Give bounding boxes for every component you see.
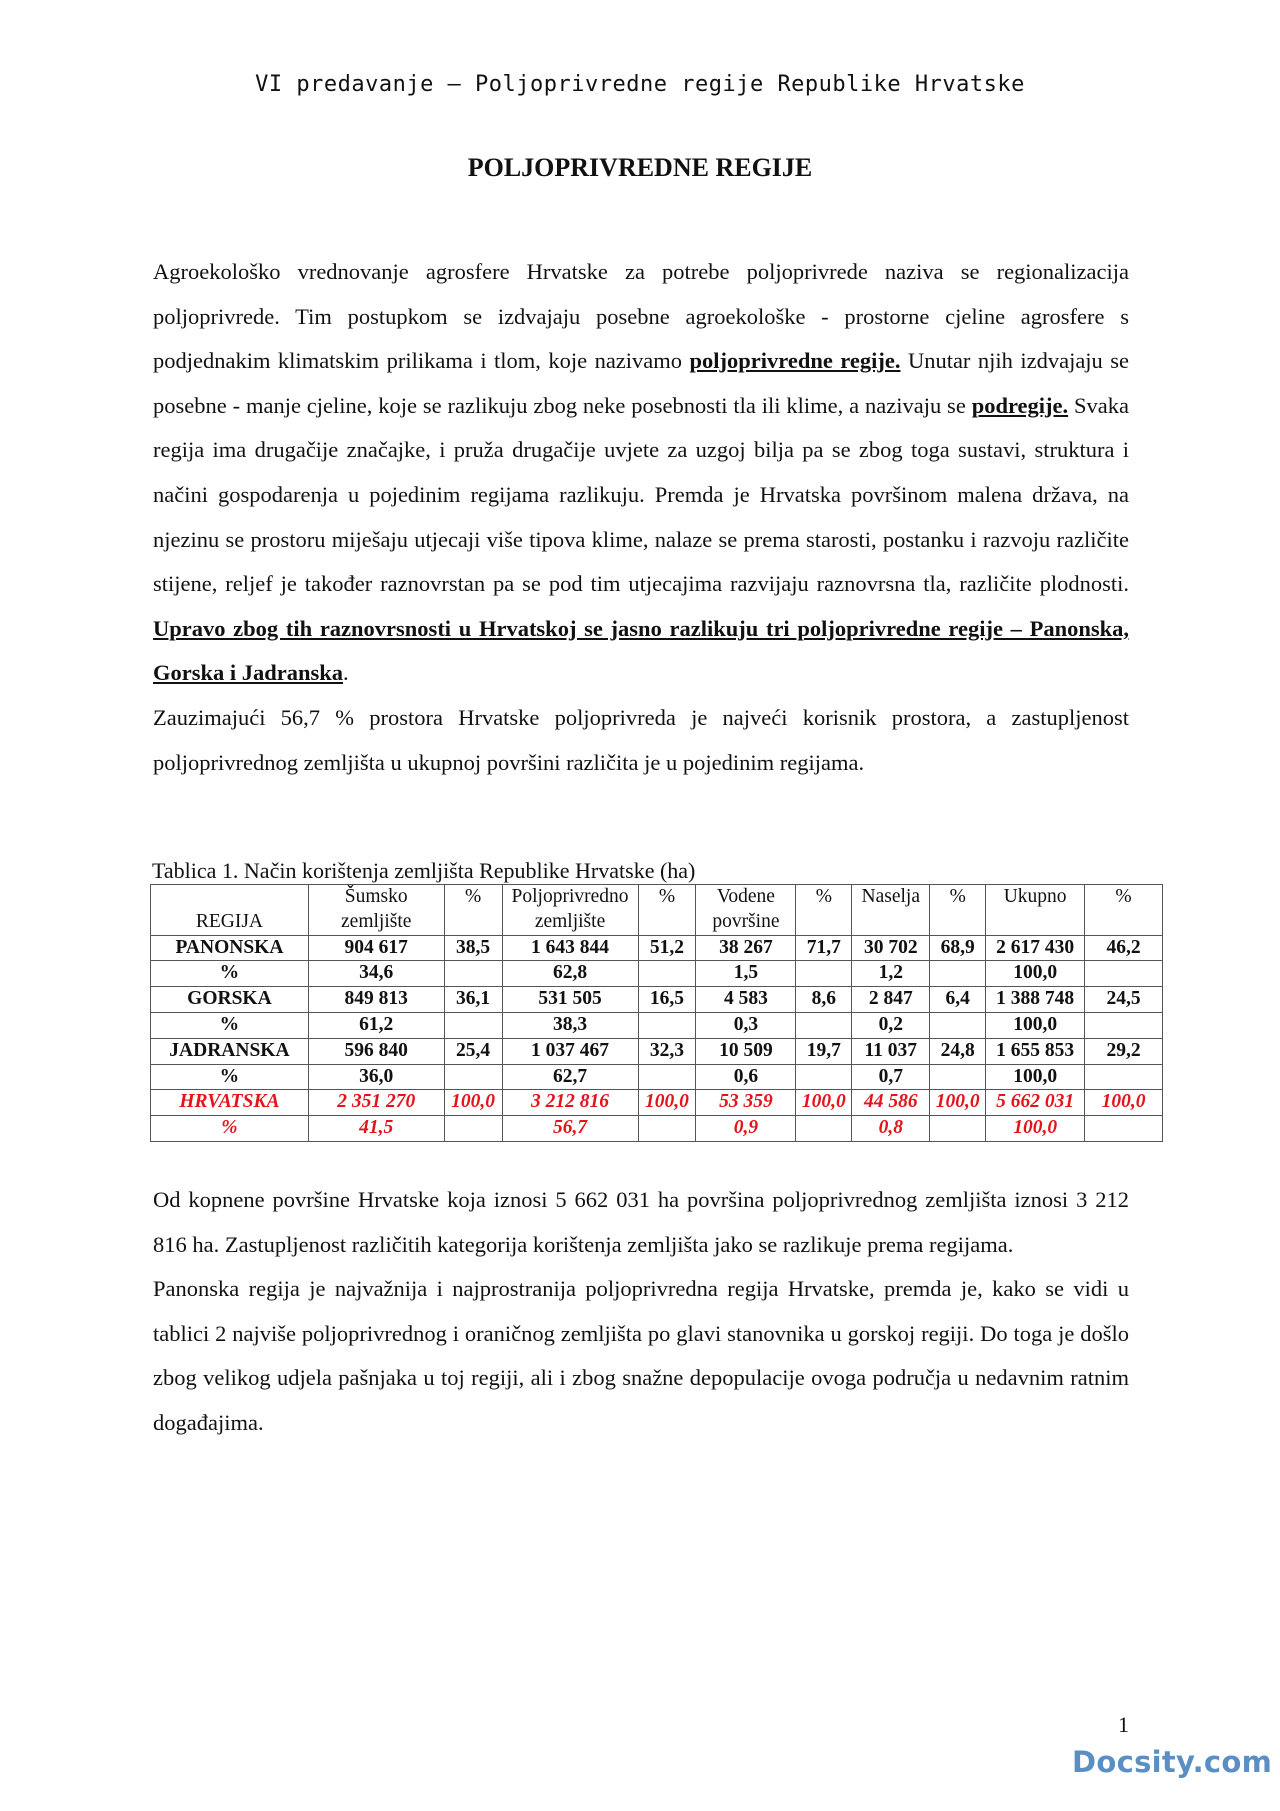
table-cell: 0,9 xyxy=(696,1116,796,1142)
paragraph-regionalization xyxy=(153,250,1129,696)
table-cell xyxy=(796,1116,852,1142)
header-regija: REGIJA xyxy=(151,885,309,936)
table-cell xyxy=(1085,961,1163,987)
table-row xyxy=(151,1038,1163,1064)
table-cell xyxy=(796,1012,852,1038)
table-cell xyxy=(638,1012,696,1038)
table-cell: 30 702 xyxy=(852,935,930,961)
table-cell: 3 212 816 xyxy=(502,1090,638,1116)
header-percent: % xyxy=(638,885,696,936)
paragraph-area: Od kopnene površine Hrvatske koja iznosi 5 662 031 ha površina poljoprivrednog zemljišta iznosi 3 212 816 ha. Zastupljenost različitih kategorija korištenja zemljišta jako se razlikuje prema regijama. xyxy=(153,1187,1129,1257)
table-cell: 38 267 xyxy=(696,935,796,961)
header-line: Poljoprivredno xyxy=(511,886,629,907)
table-cell: % xyxy=(151,961,309,987)
table-cell: 19,7 xyxy=(796,1038,852,1064)
table-cell: 100,0 xyxy=(986,1116,1085,1142)
table-cell: 38,3 xyxy=(502,1012,638,1038)
header-vodene xyxy=(696,885,796,936)
paragraph-panonska: Panonska regija je najvažnija i najprostranija poljoprivredna regija Hrvatske, premda je, kako se vidi u tablici 2 najviše poljoprivrednog i oraničnog zemljišta po glavi stanovnika u gorskoj regiji. Do toga je došlo zbog velikog udjela pašnjaka u toj regiji, ali i zbog snažne depopulacije ovoga područja u nedavnim ratnim događajima. xyxy=(153,1276,1129,1435)
table-cell: 71,7 xyxy=(796,935,852,961)
table-cell: 51,2 xyxy=(638,935,696,961)
table-cell: 100,0 xyxy=(796,1090,852,1116)
table-cell xyxy=(1085,1012,1163,1038)
table-cell: 32,3 xyxy=(638,1038,696,1064)
table-row-total xyxy=(151,1090,1163,1116)
term-podregije: podregije. xyxy=(971,392,1069,418)
table-header-row xyxy=(151,885,1163,936)
land-use-table xyxy=(150,884,1163,1142)
table-cell: 0,7 xyxy=(852,1064,930,1090)
paragraph-text: Unutar njih izdvajaju se posebne - manje cjeline, koje se razlikuju zbog neke posebnosti tla ili klime, a nazivaju se xyxy=(153,348,1130,418)
table-cell: 8,6 xyxy=(796,987,852,1013)
header-line: površine xyxy=(712,910,780,932)
page-title: POLJOPRIVREDNE REGIJE xyxy=(467,153,813,182)
table-cell: 6,4 xyxy=(930,987,986,1013)
table-cell xyxy=(930,961,986,987)
table-cell: 0,2 xyxy=(852,1012,930,1038)
table-cell: 11 037 xyxy=(852,1038,930,1064)
table-cell: 34,6 xyxy=(308,961,444,987)
table-cell: 53 359 xyxy=(696,1090,796,1116)
table-cell: 1 655 853 xyxy=(986,1038,1085,1064)
header-line: zemljište xyxy=(341,910,412,932)
table-cell: 24,8 xyxy=(930,1038,986,1064)
table-cell: 0,8 xyxy=(852,1116,930,1142)
table-cell: 61,2 xyxy=(308,1012,444,1038)
table-cell: 44 586 xyxy=(852,1090,930,1116)
paragraph-text: Agroekološko vrednovanje agrosfere Hrvatske za potrebe poljoprivrede naziva se regionalizacija poljoprivrede. Tim postupkom se izdvajaju posebne agroekološke - prostorne cjeline agrosfere s podjednakim klimatskim prilikama i tlom, koje nazivamo xyxy=(153,259,1129,374)
table-cell xyxy=(1085,1064,1163,1090)
table-cell xyxy=(930,1064,986,1090)
table-cell xyxy=(930,1012,986,1038)
table-cell: 100,0 xyxy=(930,1090,986,1116)
table-cell: % xyxy=(151,1116,309,1142)
table-row xyxy=(151,1064,1163,1090)
table-cell: 4 583 xyxy=(696,987,796,1013)
table-cell: 62,8 xyxy=(502,961,638,987)
table-cell: 24,5 xyxy=(1085,987,1163,1013)
table-cell xyxy=(444,961,502,987)
emphasis-three-regions: Upravo zbog tih raznovrsnosti u Hrvatskoj se jasno razlikuju tri poljoprivredne regije – Panonska, Gorska i Jadranska xyxy=(153,615,1129,686)
header-line: Vodene xyxy=(716,886,775,907)
table-cell xyxy=(1085,1116,1163,1142)
intro-text xyxy=(153,250,1129,785)
table-cell: 56,7 xyxy=(502,1116,638,1142)
table-cell xyxy=(930,1116,986,1142)
paragraph-text: . xyxy=(343,660,349,686)
header-line: Šumsko xyxy=(344,886,408,907)
table-cell: 41,5 xyxy=(308,1116,444,1142)
table-cell: 2 351 270 xyxy=(308,1090,444,1116)
table-cell: PANONSKA xyxy=(151,935,309,961)
page-header: VI predavanje – Poljoprivredne regije Republike Hrvatske xyxy=(255,72,1025,97)
paragraph-land-usage: Zauzimajući 56,7 % prostora Hrvatske poljoprivreda je najveći korisnik prostora, a zastupljenost poljoprivrednog zemljišta u ukupnoj površini različita je u pojedinim regijama. xyxy=(153,704,1129,775)
table-row-total xyxy=(151,1116,1163,1142)
table-caption: Tablica 1. Način korištenja zemljišta Republike Hrvatske (ha) xyxy=(152,858,696,883)
table-cell: 25,4 xyxy=(444,1038,502,1064)
table-cell: 100,0 xyxy=(986,961,1085,987)
table-cell xyxy=(796,961,852,987)
table-cell: 100,0 xyxy=(444,1090,502,1116)
header-percent: % xyxy=(930,885,986,936)
table-cell: 62,7 xyxy=(502,1064,638,1090)
table-cell: 5 662 031 xyxy=(986,1090,1085,1116)
header-poljoprivredno xyxy=(502,885,638,936)
page-number: 1 xyxy=(1118,1712,1129,1737)
table-cell: 100,0 xyxy=(1085,1090,1163,1116)
table-cell: % xyxy=(151,1064,309,1090)
header-naselja: Naselja xyxy=(852,885,930,936)
header-sumsko xyxy=(308,885,444,936)
table-cell: 904 617 xyxy=(308,935,444,961)
table-cell xyxy=(638,1116,696,1142)
table-cell: 1 643 844 xyxy=(502,935,638,961)
table-cell xyxy=(444,1064,502,1090)
table-cell xyxy=(444,1012,502,1038)
header-line: zemljište xyxy=(534,910,606,932)
table-cell xyxy=(638,961,696,987)
table-cell: 596 840 xyxy=(308,1038,444,1064)
table-cell: % xyxy=(151,1012,309,1038)
docsity-watermark: Docsity.com xyxy=(1072,1745,1273,1779)
table-cell: 100,0 xyxy=(638,1090,696,1116)
table-cell: 38,5 xyxy=(444,935,502,961)
table-cell: 2 617 430 xyxy=(986,935,1085,961)
table-cell: HRVATSKA xyxy=(151,1090,309,1116)
table-row xyxy=(151,935,1163,961)
header-percent: % xyxy=(444,885,502,936)
table-cell: 100,0 xyxy=(986,1012,1085,1038)
table-cell: 0,6 xyxy=(696,1064,796,1090)
table-row xyxy=(151,1012,1163,1038)
table-cell: GORSKA xyxy=(151,987,309,1013)
table-cell: 1,2 xyxy=(852,961,930,987)
table-cell: 29,2 xyxy=(1085,1038,1163,1064)
table-cell: 100,0 xyxy=(986,1064,1085,1090)
paragraph-text: Svaka regija ima drugačije značajke, i pruža drugačije uvjete za uzgoj bilja pa se zbog toga sustavi, struktura i načini gospodarenja u pojedinim regijama razlikuju. Premda je Hrvatska površinom malena država, na njezinu se prostoru miješaju utjecaji više tipova klime, nalaze se prema starosti, postanku i razvoju različite stijene, reljef je također raznovrstan pa se pod tim utjecajima razvijaju raznovrsna tla, različite plodnosti. xyxy=(153,392,1129,597)
table-cell: 1,5 xyxy=(696,961,796,987)
table-cell: 36,0 xyxy=(308,1064,444,1090)
table-cell: 46,2 xyxy=(1085,935,1163,961)
table-cell: JADRANSKA xyxy=(151,1038,309,1064)
table-cell xyxy=(796,1064,852,1090)
table-cell: 0,3 xyxy=(696,1012,796,1038)
table-row xyxy=(151,961,1163,987)
table-cell: 10 509 xyxy=(696,1038,796,1064)
header-percent: % xyxy=(796,885,852,936)
table-cell: 531 505 xyxy=(502,987,638,1013)
table-row xyxy=(151,987,1163,1013)
header-ukupno: Ukupno xyxy=(986,885,1085,936)
table-cell: 1 037 467 xyxy=(502,1038,638,1064)
table-cell: 16,5 xyxy=(638,987,696,1013)
table-cell: 2 847 xyxy=(852,987,930,1013)
table-cell: 1 388 748 xyxy=(986,987,1085,1013)
table-cell xyxy=(444,1116,502,1142)
table-cell: 849 813 xyxy=(308,987,444,1013)
term-poljoprivredne-regije: poljoprivredne regije. xyxy=(689,348,901,374)
header-percent: % xyxy=(1085,885,1163,936)
table-cell: 36,1 xyxy=(444,987,502,1013)
table-cell: 68,9 xyxy=(930,935,986,961)
conclusion-text xyxy=(153,1178,1129,1446)
table-cell xyxy=(638,1064,696,1090)
